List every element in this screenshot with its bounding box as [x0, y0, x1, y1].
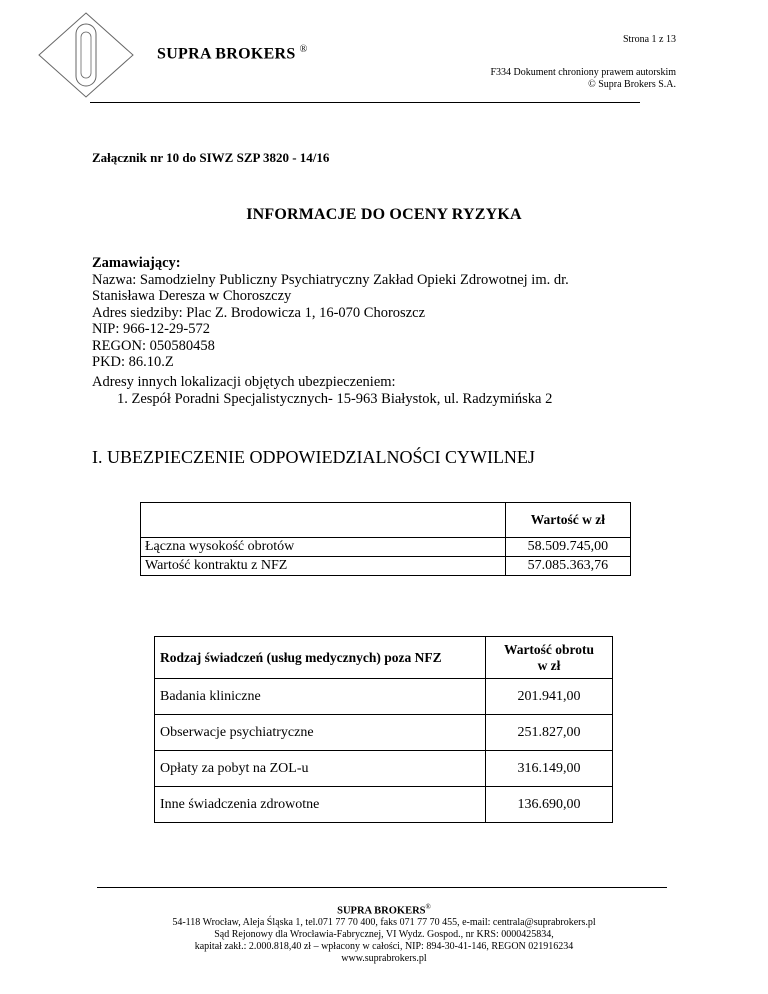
document-title: INFORMACJE DO OCENY RYZYKA [246, 206, 522, 223]
row-value: 316.149,00 [486, 751, 613, 787]
attachment-title: Załącznik nr 10 do SIWZ SZP 3820 - 14/16 [92, 150, 330, 165]
table-header-row [155, 637, 613, 679]
client-line: Adres siedziby: Plac Z. Brodowicza 1, 16-070 Choroszcz [92, 304, 426, 321]
row-value: 58.509.745,00 [505, 538, 630, 557]
section-title: I. UBEZPIECZENIE ODPOWIEDZIALNOŚCI CYWILNEJ [92, 447, 535, 467]
row-label: Wartość kontraktu z NFZ [141, 557, 506, 576]
row-label: Inne świadczenia zdrowotne [155, 787, 486, 823]
row-label: Obserwacje psychiatryczne [155, 715, 486, 751]
row-value: 57.085.363,76 [505, 557, 630, 576]
client-line: NIP: 966-12-29-572 [92, 321, 211, 337]
location-item: 1. Zespół Poradni Specjalistycznych- 15-963 Białystok, ul. Radzymińska 2 [117, 391, 553, 407]
row-value: 201.941,00 [486, 679, 613, 715]
table-header-row [141, 503, 631, 538]
table-row [155, 679, 613, 715]
table-row [141, 557, 631, 576]
services-table [154, 636, 613, 823]
copyright-line-2: © Supra Brokers S.A. [588, 79, 676, 90]
table-header-label: Rodzaj świadczeń (usług medycznych) poza NFZ [155, 637, 486, 679]
row-value: 251.827,00 [486, 715, 613, 751]
footer-capital: kapitał zakł.: 2.000.818,40 zł – wpłacony w całości, NIP: 894-30-41-146, REGON 021916234 [194, 941, 574, 952]
row-value: 136.690,00 [486, 787, 613, 823]
locations-block [92, 374, 552, 408]
footer-website-link[interactable]: www.suprabrokers.pl [341, 953, 427, 964]
table-row [141, 538, 631, 557]
row-label: Łączna wysokość obrotów [141, 538, 506, 557]
page-number: Strona 1 z 13 [622, 34, 676, 45]
supra-brokers-logo-icon [36, 10, 136, 100]
client-line: PKD: 86.10.Z [92, 354, 174, 370]
table-row [155, 751, 613, 787]
locations-intro: Adresy innych lokalizacji objętych ubezpieczeniem: [92, 374, 396, 390]
turnover-table [140, 502, 631, 576]
client-label: Zamawiający: [92, 255, 181, 271]
client-line: REGON: 050580458 [92, 337, 215, 354]
client-line: Stanisława Deresza w Choroszczy [92, 288, 292, 304]
copyright-line-1: F334 Dokument chroniony prawem autorskim [490, 67, 676, 78]
table-row [155, 715, 613, 751]
client-line: Nazwa: Samodzielny Publiczny Psychiatryczny Zakład Opieki Zdrowotnej im. dr. [92, 271, 569, 288]
table-header-empty [141, 503, 506, 538]
table-header-value: Wartość w zł [505, 503, 630, 538]
footer-brand: SUPRA BROKERS® [337, 903, 431, 917]
footer-address: 54-118 Wrocław, Aleja Śląska 1, tel.071 77 70 400, faks 071 77 70 455, e-mail: centrala@suprabrokers.pl [172, 917, 596, 928]
client-block [92, 255, 569, 371]
header-divider [90, 102, 640, 103]
table-header-value: Wartość obrotu w zł [486, 637, 613, 679]
row-label: Opłaty za pobyt na ZOL-u [155, 751, 486, 787]
header-brand: SUPRA BROKERS ® [157, 44, 308, 63]
row-label: Badania kliniczne [155, 679, 486, 715]
footer-court: Sąd Rejonowy dla Wrocławia-Fabrycznej, VI Wydz. Gospod., nr KRS: 0000425834, [214, 929, 554, 940]
table-row [155, 787, 613, 823]
footer-divider [97, 887, 667, 888]
